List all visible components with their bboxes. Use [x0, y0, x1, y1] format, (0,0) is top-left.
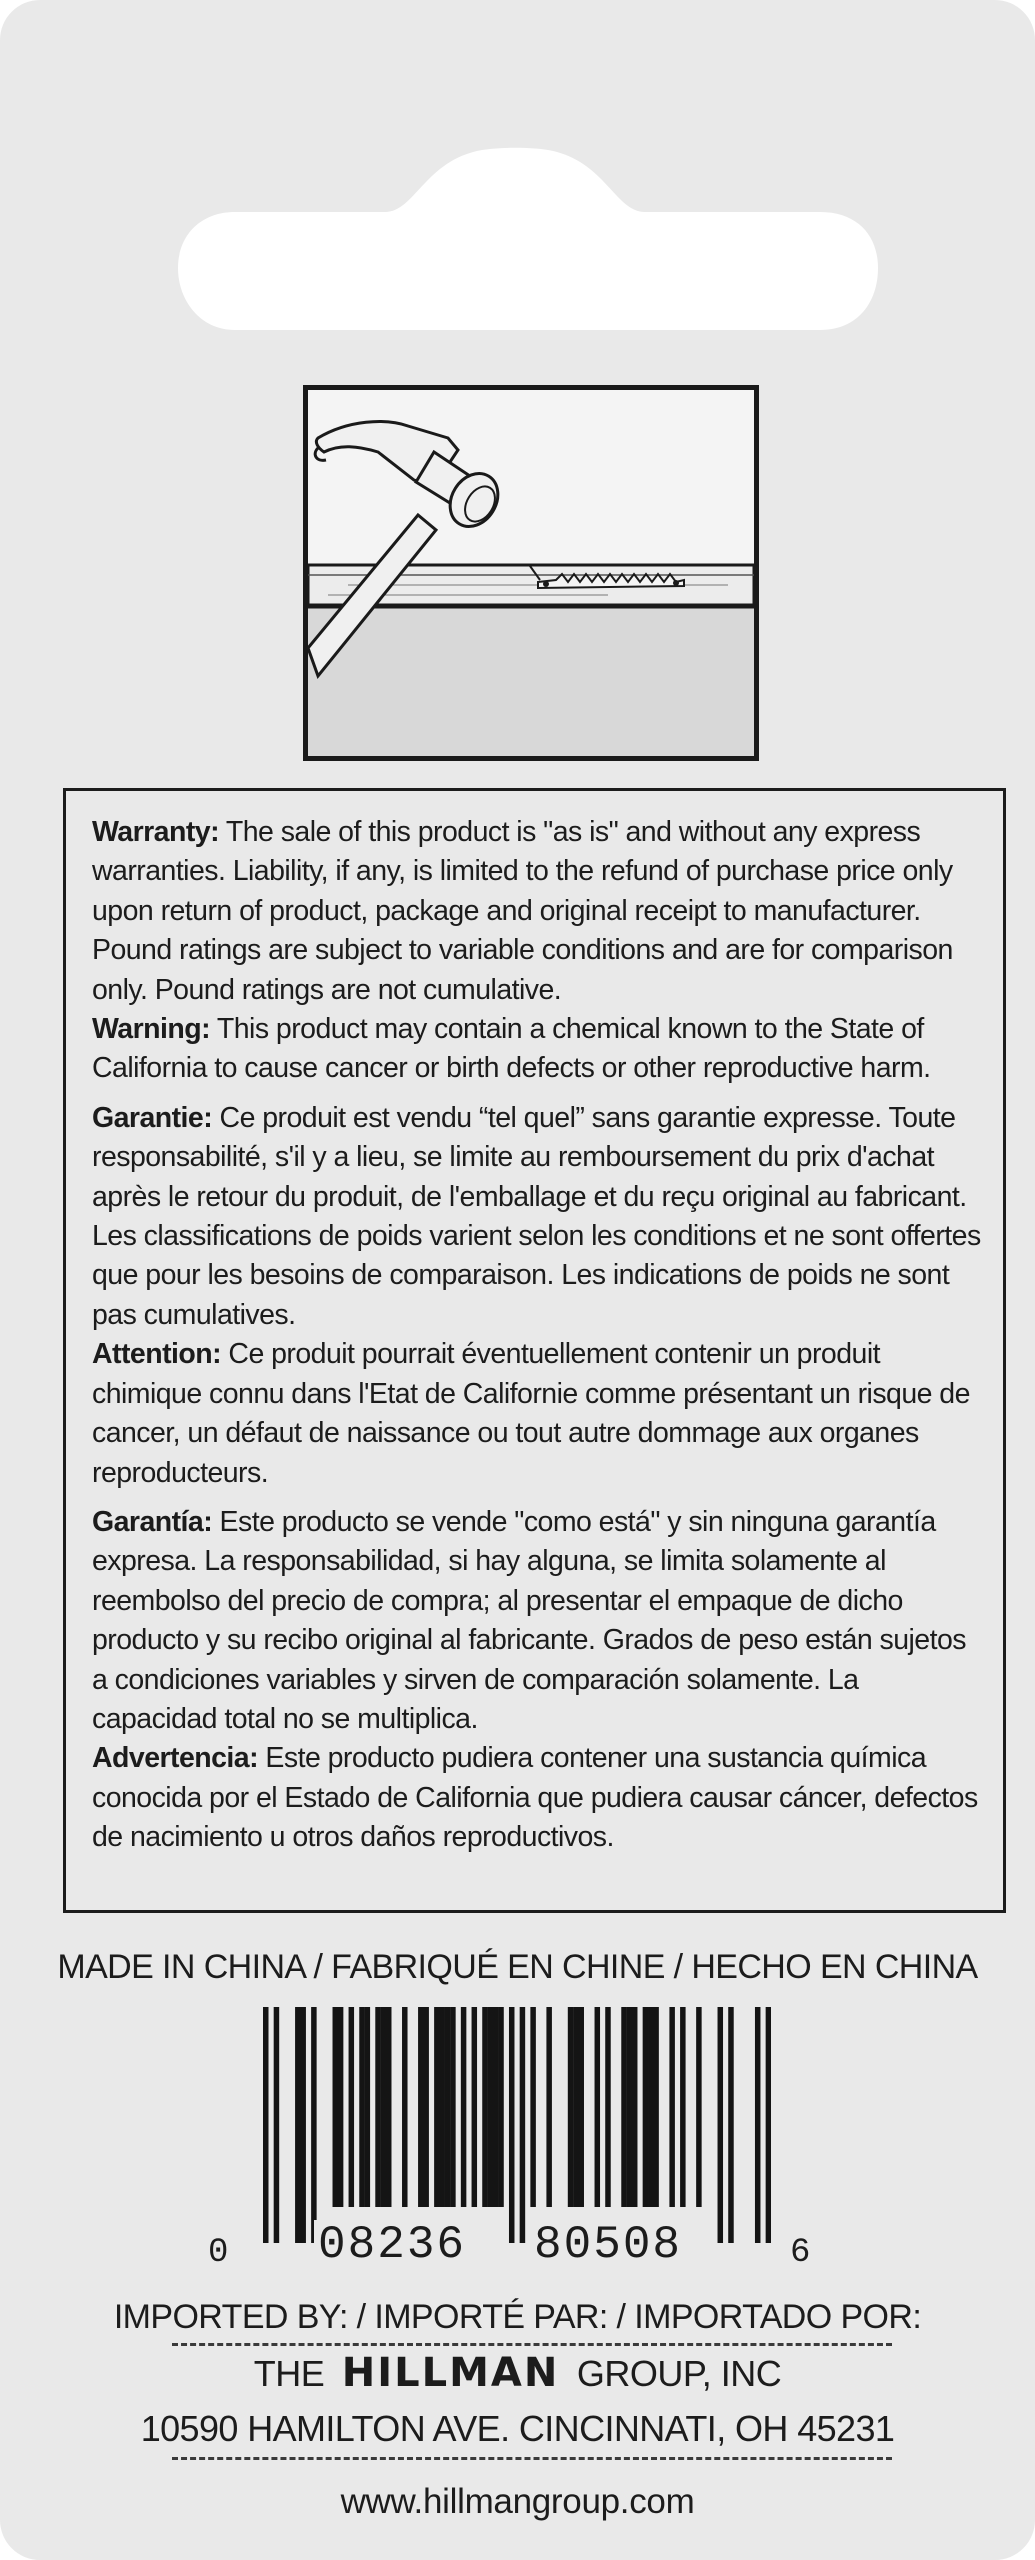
barcode-bar — [386, 2007, 392, 2207]
upc-barcode — [263, 2007, 771, 2243]
barcode-bar — [627, 2007, 633, 2207]
hanger-installation-illustration — [303, 385, 759, 761]
warranty-fr — [92, 1099, 981, 1335]
barcode-bar — [338, 2007, 344, 2207]
barcode-bar — [578, 2007, 584, 2207]
barcode-bar — [359, 2007, 365, 2207]
barcode-bar — [755, 2007, 761, 2243]
barcode-bar — [311, 2007, 317, 2243]
warning-en — [92, 1010, 981, 1089]
barcode-bar — [295, 2007, 301, 2243]
barcode-bar — [509, 2007, 515, 2243]
barcode-bar — [530, 2007, 536, 2207]
barcode-bar — [418, 2007, 424, 2207]
warranty-es-text: Este producto se vende "como está" y sin ninguna garantía expresa. La responsabilidad, si hay alguna, se limita solamente al reembolso del precio de compra; al presentar el empaque de dicho producto y su recibo original al fabricante. Grados de peso están sujetos a condiciones variables y sirven de comparación solamente. La capacidad total no se multiplica. — [92, 1505, 966, 1735]
importer-address: 10590 HAMILTON AVE. CINCINNATI, OH 45231 — [140, 2408, 895, 2449]
barcode-bar — [632, 2007, 638, 2207]
warranty-en-text: The sale of this product is "as is" and without any express warranties. Liability, if any, is limited to the refund of purchase price only upon return of product, package and original receipt to manufacturer. Pound ratings are subject to variable conditions and are for comparison only. Pound ratings are not cumulative. — [92, 816, 953, 1006]
warning-es — [92, 1739, 981, 1857]
importer-heading: IMPORTED BY: / IMPORTÉ PAR: / IMPORTADO POR: — [113, 2298, 922, 2336]
barcode-bar — [498, 2007, 504, 2207]
warranty-es-label: Garantía: — [92, 1505, 213, 1538]
barcode-bar — [439, 2007, 445, 2207]
warranty-en-label: Warranty: — [92, 816, 220, 848]
barcode-bar — [482, 2007, 488, 2207]
barcode-bar — [445, 2007, 451, 2207]
warning-fr-label: Attention: — [92, 1338, 222, 1371]
barcode-bar — [766, 2007, 771, 2243]
barcode-bar — [349, 2007, 355, 2207]
barcode-bar — [365, 2007, 371, 2207]
warning-es-label: Advertencia: — [92, 1742, 259, 1775]
barcode-bar — [472, 2007, 478, 2207]
legal-notice-box — [63, 788, 1006, 1913]
barcode-bar — [333, 2007, 339, 2207]
divider — [172, 2457, 892, 2460]
barcode-bar — [595, 2007, 601, 2207]
warning-es-text: Este producto pudiera contener una sustancia química conocida por el Estado de California que pudiera causar cáncer, defectos de nacimiento u otros daños reproductivos. — [92, 1742, 978, 1854]
warning-en-text: This product may contain a chemical known to the State of California to cause cancer or birth defects or other reproductive harm. — [92, 1013, 931, 1085]
warranty-es — [92, 1503, 981, 1739]
barcode-bar — [375, 2007, 381, 2207]
barcode-bar — [263, 2007, 269, 2243]
upc-check-digit: 6 — [790, 2234, 811, 2272]
barcode-bar — [573, 2007, 579, 2207]
warranty-fr-label: Garantie: — [92, 1101, 213, 1134]
barcode-bar — [300, 2007, 306, 2243]
barcode-bar — [434, 2007, 440, 2207]
divider — [172, 2343, 892, 2346]
website-link: www.hillmangroup.com — [340, 2482, 695, 2521]
barcode-bar — [450, 2007, 456, 2207]
warning-fr — [92, 1335, 981, 1493]
hang-hole — [0, 0, 1035, 340]
barcode-bar — [546, 2007, 552, 2207]
barcode-bar — [488, 2007, 494, 2207]
barcode-bar — [680, 2007, 686, 2207]
barcode-bar — [643, 2007, 649, 2207]
barcode-bar — [648, 2007, 654, 2207]
barcode-bar — [728, 2007, 734, 2243]
warranty-en — [92, 813, 981, 1010]
barcode-bar — [568, 2007, 574, 2207]
barcode-bar — [520, 2007, 526, 2243]
barcode-bar — [653, 2007, 659, 2207]
country-of-origin: MADE IN CHINA / FABRIQUÉ EN CHINE / HECHO EN CHINA — [57, 1948, 978, 1986]
company-prefix: THE — [253, 2353, 325, 2394]
barcode-bar — [423, 2007, 429, 2207]
upc-manufacturer-code: 08236 — [314, 2220, 470, 2270]
barcode-bar — [493, 2007, 499, 2207]
upc-product-code: 80508 — [530, 2220, 686, 2270]
barcode-bar — [669, 2007, 675, 2207]
barcode-bar — [696, 2007, 702, 2207]
importer-company — [0, 2350, 1035, 2396]
warning-en-label: Warning: — [92, 1013, 211, 1046]
upc-number-system-digit: 0 — [208, 2234, 229, 2272]
barcode-bar — [718, 2007, 724, 2243]
brand-logo-wordmark: HILLMAN — [341, 2350, 560, 2396]
hammer-nail-illustration — [308, 390, 754, 756]
barcode-bar — [621, 2007, 627, 2207]
warranty-fr-text: Ce produit est vendu “tel quel” sans garantie expresse. Toute responsabilité, s'il y a lieu, se limite au remboursement du prix d'achat après le retour du produit, de l'emballage et du reçu original au fabricant. Les classifications de poids varient selon les conditions et ne sont offertes que pour les besoins de comparaison. Les indications de poids ne sont pas cumulatives. — [92, 1101, 981, 1331]
warning-fr-text: Ce produit pourrait éventuellement contenir un produit chimique connu dans l'Etat de Californie comme présentant un risque de cancer, un défaut de naissance ou tout autre dommage aux organes reproducteurs. — [92, 1338, 970, 1489]
barcode-bar — [274, 2007, 280, 2243]
barcode-bar — [605, 2007, 611, 2207]
barcode-bar — [402, 2007, 408, 2207]
barcode-bar — [461, 2007, 467, 2207]
barcode-bar — [381, 2007, 387, 2207]
company-suffix: GROUP, INC — [576, 2353, 782, 2394]
